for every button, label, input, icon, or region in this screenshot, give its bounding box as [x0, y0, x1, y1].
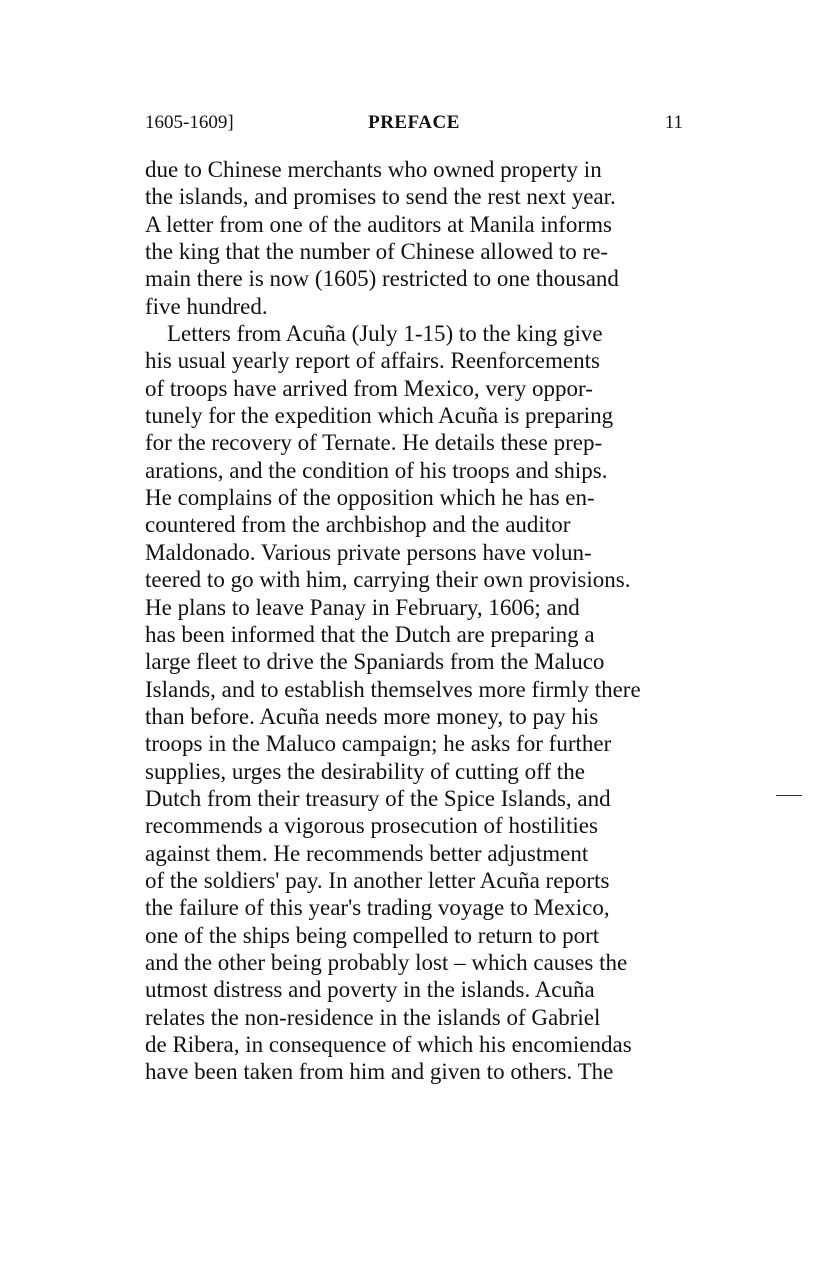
text-line: de Ribera, in consequence of which his encomiendas: [145, 1032, 632, 1057]
text-line: main there is now (1605) restricted to one thousand: [145, 266, 619, 292]
text-line: Maldonado. Various private persons have volun-: [145, 539, 592, 565]
text-line: relates the non-residence in the islands of Gabriel: [145, 1004, 601, 1030]
text-line: Islands, and to establish themselves more firmly there: [145, 676, 641, 702]
text-line: and the other being probably lost – which causes the: [145, 949, 628, 975]
text-line: than before. Acuña needs more money, to pay his: [145, 703, 599, 729]
text-line: teered to go with him, carrying their own provisions.: [145, 567, 631, 593]
text-line: He complains of the opposition which he has en-: [145, 485, 595, 511]
text-line: tunely for the expedition which Acuña is preparing: [145, 403, 614, 429]
paragraph-start-line: Letters from Acuña (July 1-15) to the king give: [167, 321, 603, 347]
text-line: troops in the Maluco campaign; he asks for further: [145, 731, 612, 757]
text-line: arations, and the condition of his troops and ships.: [145, 457, 608, 483]
text-line: the failure of this year's trading voyage to Mexico,: [145, 895, 610, 921]
text-line: has been informed that the Dutch are preparing a: [145, 621, 595, 647]
header-page-number: 11: [664, 112, 683, 133]
text-line: He plans to leave Panay in February, 1606; and: [145, 594, 580, 620]
text-line: supplies, urges the desirability of cutting off the: [145, 758, 585, 784]
text-line: one of the ships being compelled to return to port: [145, 922, 600, 948]
body-text: [145, 156, 693, 1086]
text-line: five hundred.: [145, 293, 268, 319]
header-title: PREFACE: [368, 112, 460, 133]
text-line: the islands, and promises to send the rest next year.: [145, 184, 616, 210]
text-line: the king that the number of Chinese allowed to re-: [145, 239, 609, 265]
text-line: A letter from one of the auditors at Manila informs: [145, 211, 612, 237]
text-line: countered from the archbishop and the auditor: [145, 512, 571, 538]
text-line: for the recovery of Ternate. He details these prep-: [145, 430, 603, 456]
text-line: his usual yearly report of affairs. Reenforcements: [145, 348, 600, 374]
text-line: have been taken from him and given to others. The: [145, 1059, 614, 1085]
text-line: Dutch from their treasury of the Spice Islands, and: [145, 785, 611, 811]
text-line: of the soldiers' pay. In another letter Acuña reports: [145, 867, 610, 893]
margin-dash-mark: [776, 795, 802, 796]
text-line: recommends a vigorous prosecution of hostilities: [145, 813, 598, 839]
text-line: against them. He recommends better adjustment: [145, 840, 589, 866]
text-line: utmost distress and poverty in the islands. Acuña: [145, 977, 595, 1003]
text-line: due to Chinese merchants who owned property in: [145, 157, 602, 182]
header-years: 1605-1609]: [145, 112, 234, 133]
text-line: large fleet to drive the Spaniards from the Maluco: [145, 649, 605, 675]
running-header: [145, 112, 683, 140]
text-line: of troops have arrived from Mexico, very oppor-: [145, 375, 593, 401]
